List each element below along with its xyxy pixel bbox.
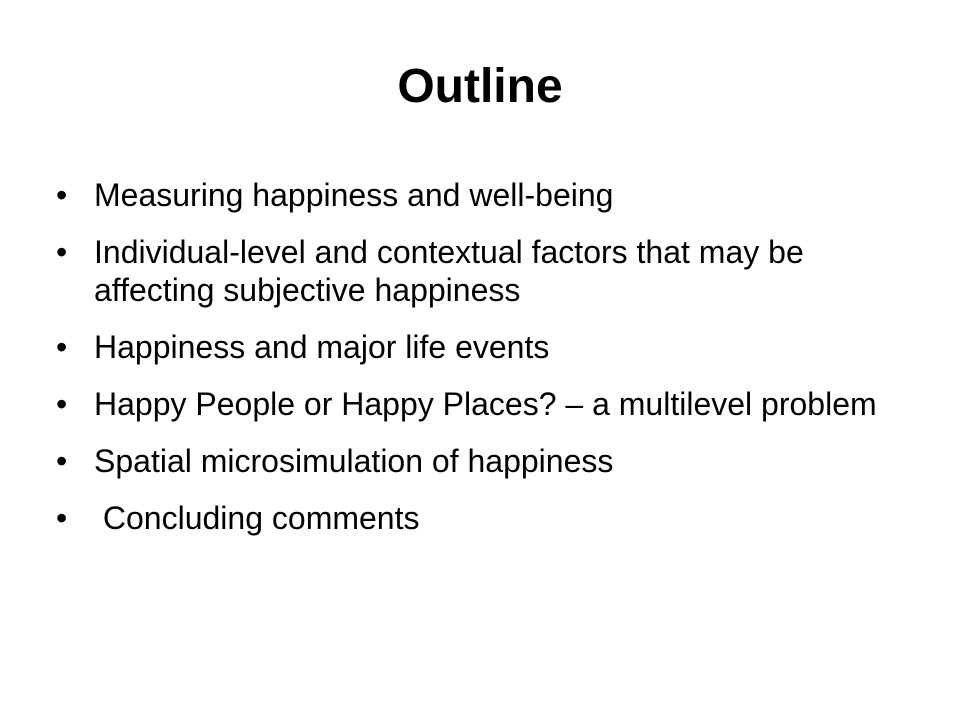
bullet-icon: • bbox=[56, 500, 68, 536]
bullet-icon: • bbox=[56, 443, 68, 479]
bullet-list bbox=[56, 176, 916, 556]
bullet-text: Spatial microsimulation of happiness bbox=[94, 443, 614, 479]
bullet-item bbox=[56, 499, 916, 537]
bullet-text: Individual-level and contextual factors that may be affecting subjective happiness bbox=[94, 234, 813, 308]
bullet-text: Concluding comments bbox=[94, 500, 420, 536]
bullet-item bbox=[56, 385, 916, 423]
bullet-item bbox=[56, 328, 916, 366]
bullet-text: Measuring happiness and well-being bbox=[94, 177, 614, 213]
bullet-item bbox=[56, 176, 916, 214]
slide-title: Outline bbox=[397, 60, 563, 113]
bullet-icon: • bbox=[56, 234, 68, 270]
bullet-icon: • bbox=[56, 177, 68, 213]
bullet-item bbox=[56, 442, 916, 480]
bullet-text: Happy People or Happy Places? – a multilevel problem bbox=[94, 386, 877, 422]
bullet-text: Happiness and major life events bbox=[94, 329, 550, 365]
bullet-icon: • bbox=[56, 329, 68, 365]
bullet-item bbox=[56, 233, 916, 309]
bullet-icon: • bbox=[56, 386, 68, 422]
